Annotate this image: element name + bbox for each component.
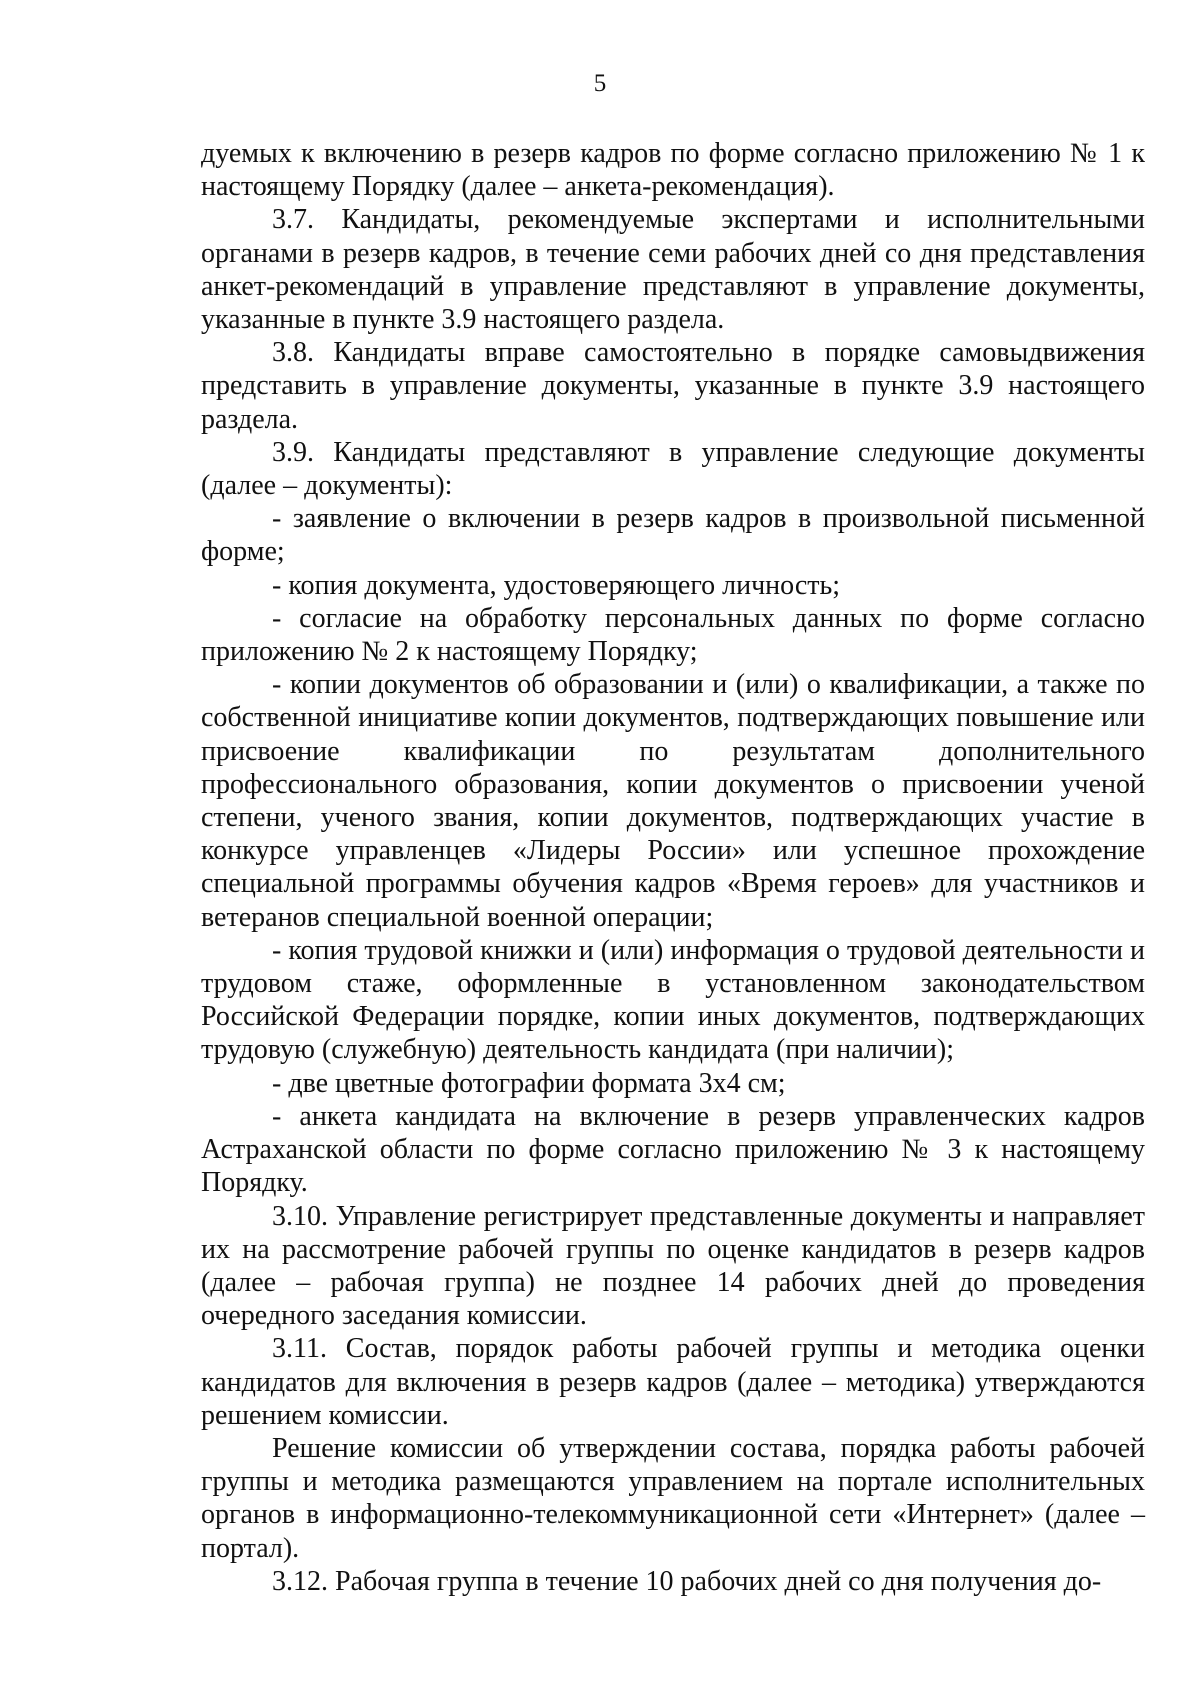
list-item: - копия трудовой книжки и (или) информация о трудовой деятельности и трудовом стаже, оформленные в установленном законодательством Российской Федерации порядке, копии иных документов, подтверждающих трудовую (служебную) деятельность кандидата (при наличии); bbox=[201, 934, 1145, 1066]
list-item: - копия документа, удостоверяющего личность; bbox=[272, 569, 841, 601]
list-item: - анкета кандидата на включение в резерв управленческих кадров Астраханской области по форме согласно приложению № 3 к настоящему Порядку. bbox=[201, 1100, 1145, 1199]
paragraph: 3.11. Состав, порядок работы рабочей группы и методика оценки кандидатов для включения в резерв кадров (далее – методика) утверждаются решением комиссии. bbox=[201, 1333, 1145, 1431]
paragraph: 3.9. Кандидаты представляют в управление следующие документы (далее – документы): bbox=[201, 436, 1145, 502]
paragraph: 3.8. Кандидаты вправе самостоятельно в порядке самовыдвижения представить в управление документы, указанные в пункте 3.9 настоящего раздела. bbox=[201, 337, 1145, 435]
list-item: - согласие на обработку персональных данных по форме согласно приложению № 2 к настоящему Порядку; bbox=[201, 602, 1145, 668]
list-item: - копии документов об образовании и (или) о квалификации, а также по собственной инициативе копии документов, подтверждающих повышение или присвоение квалификации по результатам дополнительного профессионального образования, копии документов о присвоении ученой степени, ученого звания, копии документов, подтверждающих участие в конкурсе управленцев «Лидеры России» или успешное прохождение специальной программы обучения кадров «Время героев» для участников и ветеранов специальной военной операции; bbox=[201, 669, 1145, 933]
paragraph: 3.12. Рабочая группа в течение 10 рабочих дней со дня получения до- bbox=[272, 1565, 1102, 1597]
paragraph: дуемых к включению в резерв кадров по форме согласно приложению № 1 к настоящему Порядку (далее – анкета-рекомендация). bbox=[201, 138, 1145, 203]
list-item: - заявление о включении в резерв кадров в произвольной письменной форме; bbox=[201, 503, 1145, 568]
paragraph: 3.10. Управление регистрирует представленные документы и направляет их на рассмотрение рабочей группы по оценке кандидатов в резерв кадров (далее – рабочая группа) не позднее 14 рабочих дней до проведения очередного заседания комиссии. bbox=[201, 1200, 1145, 1332]
document-body bbox=[201, 137, 1145, 1598]
page-number: 5 bbox=[593, 70, 607, 97]
paragraph: Решение комиссии об утверждении состава, порядка работы рабочей группы и методика размещаются управлением на портале исполнительных органов в информационно-телекоммуникационной сети «Интернет» (далее – портал). bbox=[201, 1432, 1145, 1564]
paragraph: 3.7. Кандидаты, рекомендуемые экспертами и исполнительными органами в резерв кадров, в течение семи рабочих дней со дня представления анкет-рекомендаций в управление представляют в управление документы, указанные в пункте 3.9 настоящего раздела. bbox=[201, 204, 1145, 336]
list-item: - две цветные фотографии формата 3х4 см; bbox=[272, 1067, 786, 1099]
